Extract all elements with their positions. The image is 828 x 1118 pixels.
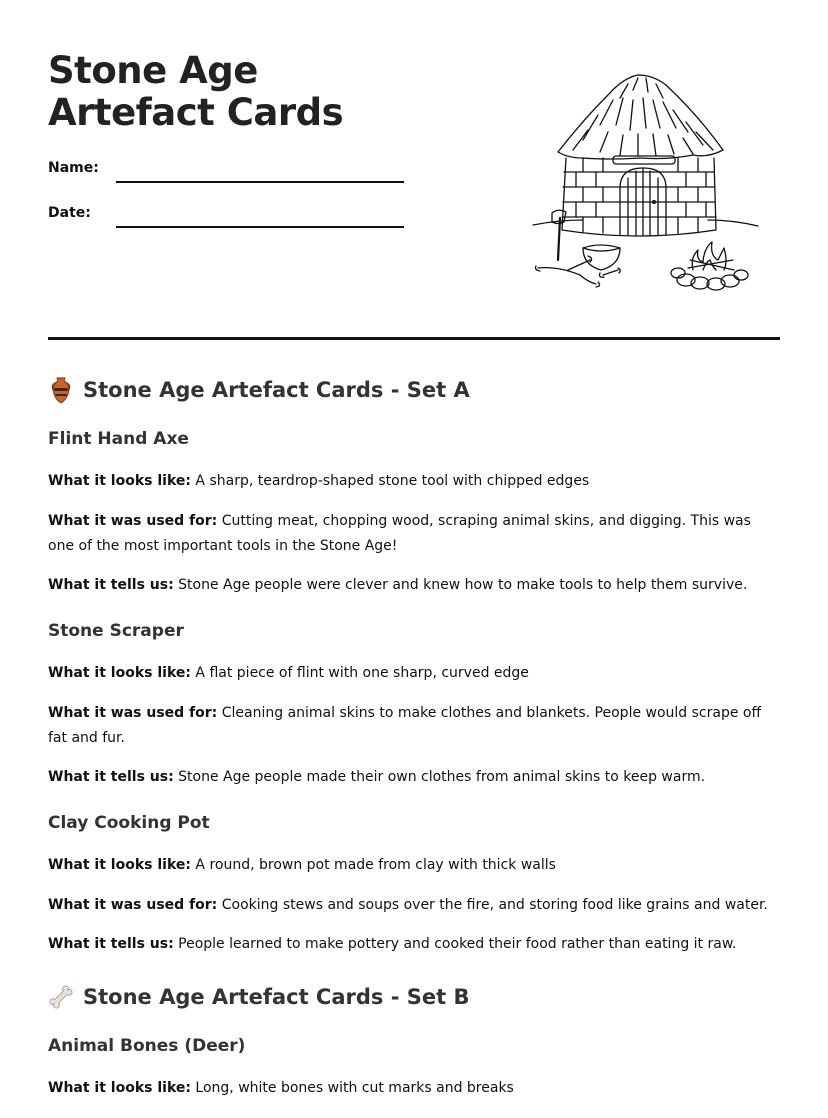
card-flint-hand-axe bbox=[48, 427, 780, 598]
amphora-emoji-icon bbox=[48, 376, 74, 404]
used-for-text: Cooking stews and soups over the fire, and storing food like grains and water. bbox=[221, 897, 768, 913]
page-title: Stone Age Artefact Cards bbox=[48, 49, 344, 134]
looks-like-line bbox=[48, 469, 780, 494]
looks-like-label: What it looks like: bbox=[48, 1080, 191, 1096]
tells-us-line bbox=[48, 573, 780, 598]
date-field[interactable] bbox=[48, 205, 408, 235]
used-for-text: Cleaning animal skins to make clothes and blankets. People would scrape off fat and fur. bbox=[48, 705, 762, 746]
date-line[interactable] bbox=[116, 226, 404, 228]
used-for-label: What it was used for: bbox=[48, 897, 218, 913]
looks-like-line bbox=[48, 661, 780, 686]
artefact-content bbox=[48, 370, 780, 1101]
card-title: Stone Scraper bbox=[48, 621, 184, 641]
set-a-heading bbox=[48, 370, 780, 410]
used-for-line bbox=[48, 701, 780, 751]
used-for-label: What it was used for: bbox=[48, 705, 218, 721]
tells-us-line bbox=[48, 932, 780, 957]
looks-like-text: A sharp, teardrop-shaped stone tool with chipped edges bbox=[195, 473, 590, 489]
name-line[interactable] bbox=[116, 181, 404, 183]
bone-emoji-icon bbox=[48, 983, 74, 1011]
looks-like-text: A round, brown pot made from clay with thick walls bbox=[195, 857, 556, 873]
tells-us-text: Stone Age people made their own clothes from animal skins to keep warm. bbox=[178, 769, 706, 785]
tells-us-label: What it tells us: bbox=[48, 769, 174, 785]
stone-age-hut-illustration bbox=[528, 70, 763, 300]
tells-us-text: Stone Age people were clever and knew how to make tools to help them survive. bbox=[178, 577, 748, 593]
used-for-line bbox=[48, 509, 780, 559]
card-title: Flint Hand Axe bbox=[48, 429, 189, 449]
looks-like-text: A flat piece of flint with one sharp, curved edge bbox=[195, 665, 529, 681]
card-animal-bones bbox=[48, 1034, 780, 1101]
looks-like-line bbox=[48, 1076, 780, 1101]
tells-us-text: People learned to make pottery and cooked their food rather than eating it raw. bbox=[178, 936, 737, 952]
looks-like-label: What it looks like: bbox=[48, 857, 191, 873]
worksheet-header bbox=[48, 0, 780, 340]
looks-like-label: What it looks like: bbox=[48, 473, 191, 489]
tells-us-line bbox=[48, 765, 780, 790]
set-a-title: Stone Age Artefact Cards - Set A bbox=[83, 378, 470, 402]
used-for-label: What it was used for: bbox=[48, 513, 218, 529]
tells-us-label: What it tells us: bbox=[48, 936, 174, 952]
name-field[interactable] bbox=[48, 160, 408, 190]
section-divider bbox=[48, 337, 780, 340]
date-label: Date: bbox=[48, 205, 91, 221]
looks-like-label: What it looks like: bbox=[48, 665, 191, 681]
used-for-line bbox=[48, 893, 780, 918]
tells-us-label: What it tells us: bbox=[48, 577, 174, 593]
set-b-heading bbox=[48, 977, 780, 1017]
card-clay-cooking-pot bbox=[48, 811, 780, 957]
looks-like-text: Long, white bones with cut marks and breaks bbox=[195, 1080, 514, 1096]
card-stone-scraper bbox=[48, 619, 780, 790]
worksheet-page bbox=[48, 0, 780, 1118]
set-b-title: Stone Age Artefact Cards - Set B bbox=[83, 985, 470, 1009]
name-label: Name: bbox=[48, 160, 99, 176]
looks-like-line bbox=[48, 853, 780, 878]
card-title: Animal Bones (Deer) bbox=[48, 1036, 246, 1056]
card-title: Clay Cooking Pot bbox=[48, 813, 210, 833]
used-for-text: Cutting meat, chopping wood, scraping animal skins, and digging. This was one of the most important tools in the Stone Age! bbox=[48, 513, 751, 554]
